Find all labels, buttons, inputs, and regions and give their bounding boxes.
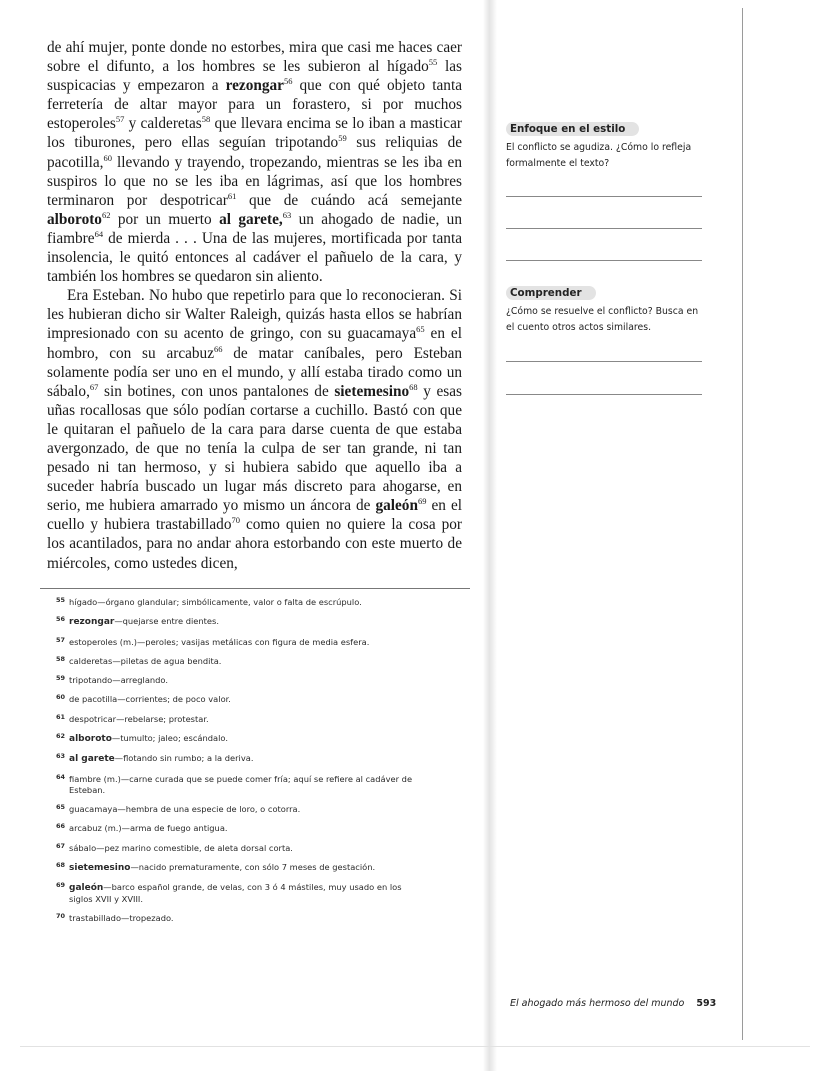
glossed-term: rezongar bbox=[225, 77, 284, 95]
footnote-item bbox=[56, 654, 420, 667]
footnote-definition: —órgano glandular; simbólicamente, valor o falta de escrúpulo. bbox=[97, 597, 362, 607]
answer-line[interactable] bbox=[506, 228, 702, 229]
footnote-ref: 69 bbox=[417, 496, 427, 507]
footnote-term: alboroto bbox=[69, 734, 112, 745]
footnote-number: 59 bbox=[56, 674, 66, 683]
text-run: que con qué objeto tanta ferretería de altar mayor para un forastero, si por muchos estoperoles bbox=[47, 77, 462, 133]
footnote-item bbox=[56, 822, 420, 834]
footnote-ref: 68 bbox=[409, 381, 418, 392]
footnote-term: despotricar bbox=[69, 713, 117, 724]
footnote-number: 60 bbox=[56, 693, 66, 702]
text-run: las suspicacias y empezaron a bbox=[47, 58, 462, 95]
answer-line[interactable] bbox=[506, 196, 702, 197]
glossed-term: galeón bbox=[375, 497, 418, 515]
footnote-item bbox=[56, 860, 420, 874]
footnote-ref: 65 bbox=[416, 324, 425, 335]
footnote-item bbox=[56, 732, 420, 745]
text-run: de matar caníbales, pero Esteban solamente podía ser uno en el mundo, y allí estaba tirado como un sábalo, bbox=[47, 344, 463, 400]
footnote-definition: —quejarse entre dientes. bbox=[114, 616, 219, 627]
footnote-number: 66 bbox=[56, 822, 66, 831]
style-focus-question: El conflicto se agudiza. ¿Cómo lo refleja formalmente el texto? bbox=[506, 142, 692, 169]
footnote-number: 61 bbox=[56, 712, 66, 721]
footnote-term: rezongar bbox=[69, 617, 115, 628]
footnote-ref: 57 bbox=[115, 114, 125, 125]
footnote-number: 69 bbox=[56, 881, 66, 890]
text-run: Era Esteban. No hubo que repetirlo para que lo reconocieran. Si les hubieran dicho sir Walter Raleigh, quizás hasta ellos se habrían impresionado con su acento de gringo, con su guacamaya bbox=[47, 287, 462, 343]
footnote-ref: 59 bbox=[338, 133, 347, 144]
footnote-ref: 60 bbox=[103, 152, 112, 163]
glossed-term: sietemesino bbox=[334, 382, 410, 400]
footnote-item bbox=[56, 802, 420, 815]
footnote-definition: —arreglando. bbox=[112, 675, 168, 686]
page-number: 593 bbox=[696, 998, 717, 1009]
footnote-definition: —hembra de una especie de loro, o cotorra. bbox=[117, 803, 301, 814]
footnotes bbox=[56, 596, 420, 933]
footnote-definition: —pez marino comestible, de aleta dorsal corta. bbox=[96, 842, 293, 853]
footnote-ref: 61 bbox=[227, 190, 237, 201]
footnote-number: 57 bbox=[56, 635, 66, 644]
footnote-number: 58 bbox=[56, 654, 66, 663]
answer-line[interactable] bbox=[506, 361, 702, 362]
footnote-definition: —flotando sin rumbo; a la deriva. bbox=[114, 753, 254, 764]
footnote-ref: 67 bbox=[89, 381, 99, 392]
style-focus-label: Enfoque en el estilo bbox=[506, 122, 639, 136]
comprehend-box bbox=[506, 286, 706, 336]
footer-title: El ahogado más hermoso del mundo bbox=[510, 998, 685, 1009]
footnote-ref: 58 bbox=[201, 114, 211, 125]
footnote-ref: 70 bbox=[231, 515, 240, 526]
page-bottom-line bbox=[20, 1046, 810, 1047]
footnote-item bbox=[56, 635, 420, 648]
footnote-divider bbox=[40, 588, 470, 589]
glossed-term: al garete, bbox=[219, 210, 283, 228]
comprehend-label: Comprender bbox=[506, 286, 596, 300]
page-gutter-shadow bbox=[483, 0, 497, 1071]
footnote-ref: 63 bbox=[282, 209, 292, 220]
text-run: por un muerto bbox=[110, 210, 220, 228]
footnote-term: sietemesino bbox=[69, 862, 131, 873]
footnote-definition: —rebelarse; protestar. bbox=[116, 713, 209, 724]
footnote-item bbox=[56, 615, 420, 628]
story-paragraph bbox=[47, 286, 462, 572]
footnote-term: al garete bbox=[69, 754, 115, 765]
footnote-ref: 56 bbox=[283, 76, 293, 87]
text-run: y calderetas bbox=[124, 115, 202, 133]
footnote-number: 68 bbox=[56, 860, 66, 869]
style-focus-box bbox=[506, 122, 706, 172]
footnote-ref: 55 bbox=[428, 57, 438, 68]
footnote-term: tripotando bbox=[69, 675, 113, 686]
footnote-number: 64 bbox=[56, 772, 66, 781]
text-run: sus reliquias de pacotilla, bbox=[47, 134, 463, 171]
text-run: un ahogado de nadie, un fiambre bbox=[47, 210, 462, 247]
footnote-definition: —corrientes; de poco valor. bbox=[117, 694, 231, 705]
text-run: en el cuello y hubiera trastabillado bbox=[47, 497, 462, 534]
footnote-item bbox=[56, 674, 420, 686]
footnote-number: 67 bbox=[56, 841, 66, 850]
footnote-term: de pacotilla bbox=[69, 694, 118, 705]
text-run: como quien no quiere la cosa por los acantilados, para no andar ahora estorbando con este muerto de miércoles, como ustedes dicen, bbox=[47, 516, 462, 572]
footnote-item bbox=[56, 881, 420, 905]
footnote-term: estoperoles (m.) bbox=[69, 636, 137, 647]
footnote-ref: 62 bbox=[101, 209, 111, 220]
footnote-number: 70 bbox=[56, 912, 66, 921]
footnote-definition: —carne curada que se puede comer fría; aquí se refiere al cadáver de Esteban. bbox=[69, 773, 413, 795]
text-run: llevando y trayendo, tropezando, mientras se les iba en suspiros lo que no se les iba en lágrimas, así que los hombres terminaron por despotricar bbox=[47, 153, 462, 209]
footnote-term: calderetas bbox=[69, 655, 113, 666]
footnote-item bbox=[56, 693, 420, 705]
footnote-definition: —tumulto; jaleo; escándalo. bbox=[111, 733, 228, 744]
text-run: que de cuándo acá semejante bbox=[236, 191, 462, 209]
footnote-item bbox=[56, 712, 420, 725]
text-run: sin botines, con unos pantalones de bbox=[98, 382, 335, 400]
footnote-item bbox=[56, 752, 420, 765]
footnote-term: arcabuz (m.) bbox=[69, 823, 122, 834]
footnote-number: 55 bbox=[56, 596, 66, 604]
text-run: que llevara encima se lo iban a masticar los tiburones, pero ellas seguían tripotando bbox=[47, 115, 462, 152]
footnote-item bbox=[56, 596, 420, 608]
page-edge-line bbox=[742, 8, 743, 1040]
text-run: de ahí mujer, ponte donde no estorbes, mira que casi me haces caer sobre el difunto, a los hombres se les subieron al hígado bbox=[47, 39, 462, 76]
footnote-item bbox=[56, 841, 420, 854]
text-run: en el hombro, con su arcabuz bbox=[47, 325, 462, 362]
footnote-definition: —peroles; vasijas metálicas con figura de media esfera. bbox=[137, 636, 370, 647]
footnote-definition: —arma de fuego antigua. bbox=[121, 823, 228, 834]
footnote-ref: 64 bbox=[94, 228, 104, 239]
answer-line[interactable] bbox=[506, 394, 702, 395]
footnote-term: hígado bbox=[69, 597, 98, 607]
footnote-number: 65 bbox=[56, 802, 66, 811]
footnote-term: guacamaya bbox=[69, 803, 118, 814]
comprehend-question: ¿Cómo se resuelve el conflicto? Busca en el cuento otros actos similares. bbox=[506, 306, 699, 333]
footnote-definition: —tropezado. bbox=[121, 913, 174, 924]
answer-line[interactable] bbox=[506, 260, 702, 261]
footnote-number: 62 bbox=[56, 732, 66, 741]
footnote-term: sábalo bbox=[69, 842, 97, 853]
text-run: de mierda . . . Una de las mujeres, mortificada por tanta insolencia, le quitó entonces al cadáver el pañuelo de la cara, y también los hombres se quedaron sin aliento. bbox=[47, 229, 462, 286]
footnote-number: 63 bbox=[56, 752, 66, 761]
footnote-term: fiambre (m.) bbox=[69, 773, 121, 784]
footnote-ref: 66 bbox=[214, 343, 223, 354]
page-footer bbox=[510, 998, 716, 1009]
footnote-definition: —piletas de agua bendita. bbox=[112, 655, 222, 666]
footnote-term: trastabillado bbox=[69, 913, 122, 924]
footnote-definition: —barco español grande, de velas, con 3 ó 4 mástiles, muy usado en los siglos XVII y XVIII. bbox=[69, 882, 402, 905]
footnote-number: 56 bbox=[56, 615, 66, 624]
story-text bbox=[47, 38, 462, 573]
footnote-item bbox=[56, 772, 420, 796]
text-run: y esas uñas rocallosas que sólo podían cortarse a cuchillo. Bastó con que le quitaran el pañuelo de la cara para darse cuenta de que estaba avergonzado, de que no tenía la culpa de ser tan grande, ni tan pesado ni tan hermoso, y si hubiera sabido que aquello iba a suceder habría buscado un lugar más discreto para ahogarse, en serio, me hubiera amarrado yo mismo un áncora de bbox=[47, 382, 462, 515]
footnote-definition: —nacido prematuramente, con sólo 7 meses de gestación. bbox=[130, 861, 376, 872]
story-paragraph bbox=[47, 38, 462, 286]
footnote-item bbox=[56, 912, 420, 924]
footnote-term: galeón bbox=[69, 883, 104, 894]
glossed-term: alboroto bbox=[47, 210, 102, 228]
